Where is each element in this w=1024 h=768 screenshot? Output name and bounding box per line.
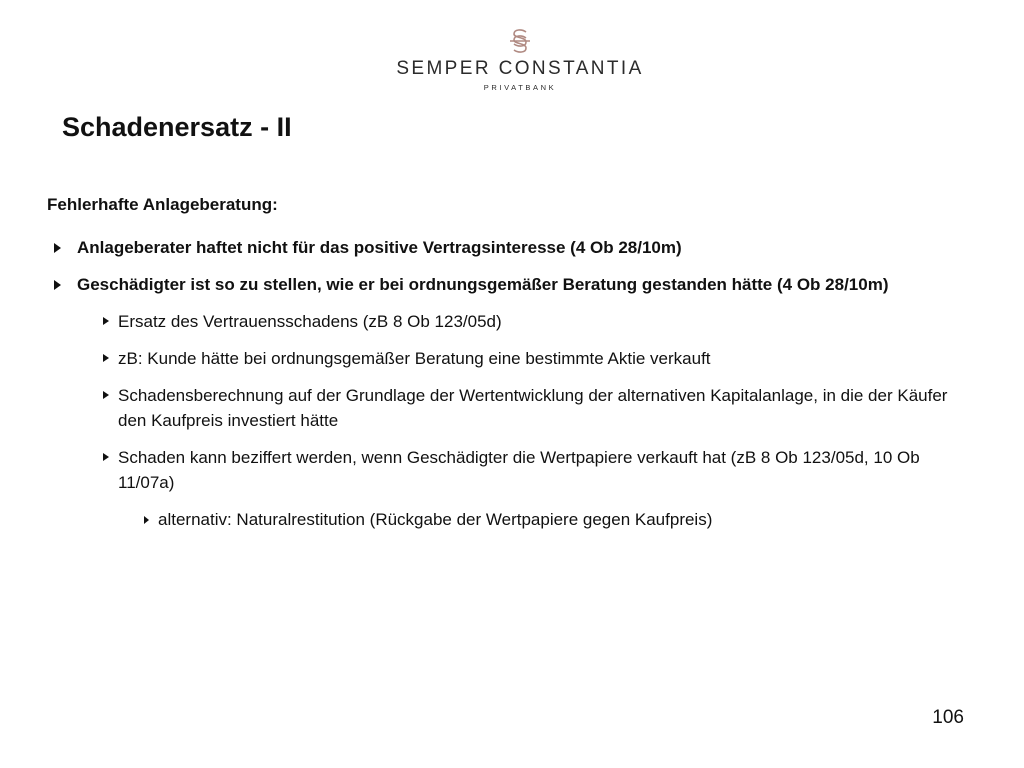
sub-bullet-item	[47, 309, 978, 334]
logo-subline: PRIVATBANK	[483, 83, 557, 92]
bullet-text: Anlageberater haftet nicht für das positive Vertragsinteresse (4 Ob 28/10m)	[77, 238, 682, 257]
sub-bullet-item	[47, 383, 978, 433]
bank-logo	[0, 26, 1024, 92]
bullet-arrow-icon	[103, 317, 109, 325]
bullet-text: Ersatz des Vertrauensschadens (zB 8 Ob 123/05d)	[118, 312, 502, 331]
slide-title: Schadenersatz - II	[62, 112, 292, 142]
bullet-text: Geschädigter ist so zu stellen, wie er bei ordnungsgemäßer Beratung gestanden hätte (4 Ob 28/10m)	[77, 275, 889, 294]
bullet-arrow-icon	[54, 280, 61, 290]
bullet-text: Schadensberechnung auf der Grundlage der Wertentwicklung der alternativen Kapitalanlage, in die der Käufer den Kaufpreis investiert hätte	[118, 386, 948, 430]
bullet-arrow-icon	[103, 391, 109, 399]
sub-bullet-item	[47, 346, 978, 371]
bullet-arrow-icon	[144, 516, 149, 524]
logo-wordmark: SEMPER CONSTANTIA	[396, 58, 644, 79]
semper-constantia-monogram-icon	[505, 26, 535, 56]
sub-sub-bullet-item	[47, 507, 978, 532]
page-number: 106	[932, 707, 964, 728]
bullet-text: Schaden kann beziffert werden, wenn Geschädigter die Wertpapiere verkauft hat (zB 8 Ob 123/05d, 10 Ob 11/07a)	[118, 448, 920, 492]
section-heading: Fehlerhafte Anlageberatung:	[47, 195, 278, 214]
sub-bullet-item	[47, 445, 978, 495]
bullet-item	[47, 272, 973, 297]
bullet-item	[47, 235, 973, 260]
bullet-text: zB: Kunde hätte bei ordnungsgemäßer Beratung eine bestimmte Aktie verkauft	[118, 349, 711, 368]
bullet-arrow-icon	[54, 243, 61, 253]
bullet-arrow-icon	[103, 354, 109, 362]
slide-content	[47, 193, 977, 544]
bullet-arrow-icon	[103, 453, 109, 461]
bullet-text: alternativ: Naturalrestitution (Rückgabe der Wertpapiere gegen Kaufpreis)	[158, 510, 713, 529]
